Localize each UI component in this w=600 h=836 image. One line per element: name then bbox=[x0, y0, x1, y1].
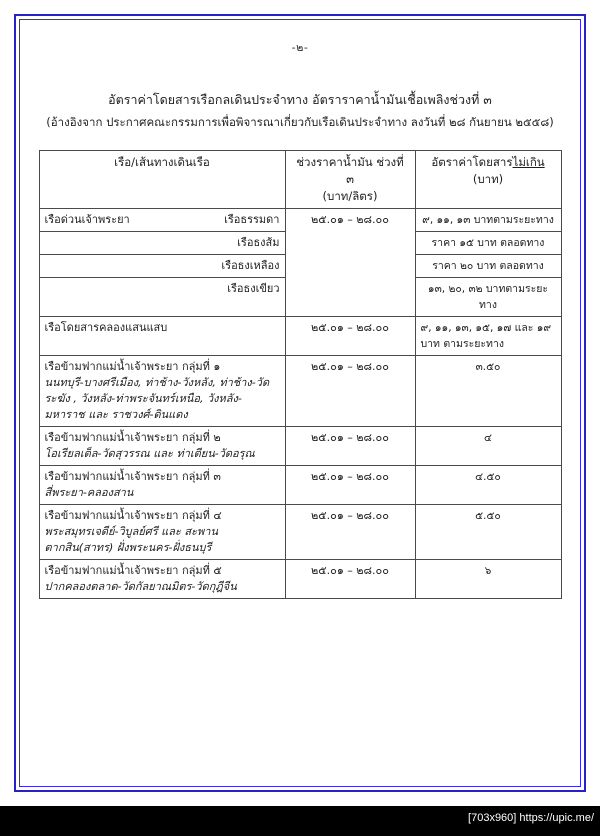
route-detail: สี่พระยา-คลองสาน bbox=[44, 486, 134, 499]
route-name: เรือข้ามฟากแม่น้ำเจ้าพระยา กลุ่มที่ ๑ bbox=[44, 360, 221, 373]
price-range-text: ๒๕.๐๑ – ๒๘.๐๐ bbox=[311, 564, 389, 577]
price-range-text: ๒๕.๐๑ – ๒๘.๐๐ bbox=[311, 431, 389, 444]
header-fare-emphasis: ไม่เกิน bbox=[512, 155, 545, 169]
footer-bar bbox=[0, 806, 600, 836]
fare-text: ๓.๕๐ bbox=[475, 361, 501, 373]
table-row bbox=[39, 560, 561, 599]
header-price-line1: ช่วงราคาน้ำมัน ช่วงที่ ๓ bbox=[296, 155, 404, 186]
route-cell bbox=[39, 427, 285, 466]
fare-rate-table bbox=[39, 150, 562, 599]
route-detail: พระสมุทรเจดีย์-วิบูลย์ศรี และ สะพานตากสิน(สาทร) ฝั่งพระนคร-ฝั่งธนบุรี bbox=[44, 525, 218, 554]
price-range-text: ๒๕.๐๑ – ๒๘.๐๐ bbox=[311, 360, 389, 373]
table-row bbox=[39, 427, 561, 466]
fare-cell bbox=[415, 560, 561, 599]
table-row bbox=[39, 466, 561, 505]
boat-name: เรือธงส้ม bbox=[237, 236, 280, 249]
page-subtitle: (อ้างอิงจาก ประกาศคณะกรรมการเพื่อพิจารณาเกี่ยวกับเรือเดินประจำทาง ลงวันที่ ๒๘ กันยายน ๒๕๕๘) bbox=[46, 115, 554, 129]
route-cell-express-orange bbox=[39, 232, 285, 255]
route-name: เรือข้ามฟากแม่น้ำเจ้าพระยา กลุ่มที่ ๓ bbox=[44, 470, 221, 483]
price-range-text: ๒๕.๐๑ – ๒๘.๐๐ bbox=[311, 509, 389, 522]
route-name: เรือข้ามฟากแม่น้ำเจ้าพระยา กลุ่มที่ ๒ bbox=[44, 431, 221, 444]
route-cell bbox=[39, 560, 285, 599]
header-fare-label: อัตราค่าโดยสาร bbox=[431, 155, 513, 169]
table-row bbox=[39, 505, 561, 560]
fare-text: ๕.๕๐ bbox=[475, 510, 501, 522]
price-range-cell bbox=[285, 356, 415, 427]
route-name: เรือข้ามฟากแม่น้ำเจ้าพระยา กลุ่มที่ ๕ bbox=[44, 564, 222, 577]
fare-express-orange: ราคา ๑๕ บาท ตลอดทาง bbox=[415, 232, 561, 255]
route-name: เรือข้ามฟากแม่น้ำเจ้าพระยา กลุ่มที่ ๔ bbox=[44, 509, 222, 522]
fare-cell bbox=[415, 427, 561, 466]
route-detail: นนทบุรี-บางศรีเมือง, ท่าช้าง-วังหลัง, ท่าช้าง-วัดระฆัง , วังหลัง-ท่าพระจันทร์เหนือ, วังหลัง-มหาราช และ ราชวงศ์-ดินแดง bbox=[44, 376, 270, 421]
price-range-cell: ๒๕.๐๑ – ๒๘.๐๐ bbox=[285, 317, 415, 356]
price-range-text: ๒๕.๐๑ – ๒๘.๐๐ bbox=[311, 470, 389, 483]
route-name: เรือโดยสารคลองแสนแสบ bbox=[44, 321, 168, 334]
image-host-watermark: [703x960] https://upic.me/ bbox=[468, 812, 594, 824]
route-cell-express-ordinary bbox=[39, 209, 285, 232]
route-cell-express-green bbox=[39, 278, 285, 317]
route-detail: โอเรียลเต็ล-วัดสุวรรณ และ ท่าเตียน-วัดอรุณ bbox=[44, 447, 255, 460]
boat-name: เรือธงเหลือง bbox=[221, 259, 280, 272]
table-row bbox=[39, 317, 561, 356]
fare-express-ordinary: ๙, ๑๑, ๑๓ บาทตามระยะทาง bbox=[415, 209, 561, 232]
boat-name: เรือธงเขียว bbox=[227, 282, 280, 295]
route-detail: ปากคลองตลาด-วัดกัลยาณมิตร-วัดกุฎีจีน bbox=[44, 580, 237, 593]
price-range-cell bbox=[285, 466, 415, 505]
route-cell bbox=[39, 356, 285, 427]
fare-express-green: ๑๓, ๒๐, ๓๒ บาทตามระยะทาง bbox=[415, 278, 561, 317]
header-fare-unit: (บาท) bbox=[472, 172, 504, 186]
route-cell bbox=[39, 466, 285, 505]
page-title: อัตราค่าโดยสารเรือกลเดินประจำทาง อัตราราคาน้ำมันเชื้อเพลิงช่วงที่ ๓ bbox=[108, 92, 492, 107]
express-group-name: เรือด่วนเจ้าพระยา bbox=[44, 213, 130, 226]
header-fare bbox=[415, 151, 561, 209]
fare-cell bbox=[415, 505, 561, 560]
header-price-line2: (บาท/ลิตร) bbox=[322, 189, 378, 203]
fare-text: ๖ bbox=[484, 565, 492, 577]
price-range-cell bbox=[285, 505, 415, 560]
fare-text: ๔.๕๐ bbox=[475, 471, 501, 483]
header-route: เรือ/เส้นทางเดินเรือ bbox=[39, 151, 285, 209]
table-row bbox=[39, 356, 561, 427]
page-number: -๒- bbox=[291, 41, 309, 54]
boat-name: เรือธรรมดา bbox=[224, 213, 280, 226]
table-header-row bbox=[39, 151, 561, 209]
table-row bbox=[39, 209, 561, 232]
fare-cell bbox=[415, 356, 561, 427]
document-content bbox=[22, 22, 578, 784]
route-cell-express-yellow bbox=[39, 255, 285, 278]
fare-express-yellow: ราคา ๒๐ บาท ตลอดทาง bbox=[415, 255, 561, 278]
fare-cell: ๙, ๑๑, ๑๓, ๑๕, ๑๗ และ ๑๙ บาท ตามระยะทาง bbox=[415, 317, 561, 356]
price-range-cell bbox=[285, 560, 415, 599]
title-block bbox=[38, 90, 562, 132]
route-cell bbox=[39, 317, 285, 356]
fare-cell bbox=[415, 466, 561, 505]
fare-text: ๔ bbox=[484, 432, 492, 444]
price-range-cell bbox=[285, 427, 415, 466]
header-price-range bbox=[285, 151, 415, 209]
route-cell bbox=[39, 505, 285, 560]
price-range-express: ๒๕.๐๑ – ๒๘.๐๐ bbox=[285, 209, 415, 317]
